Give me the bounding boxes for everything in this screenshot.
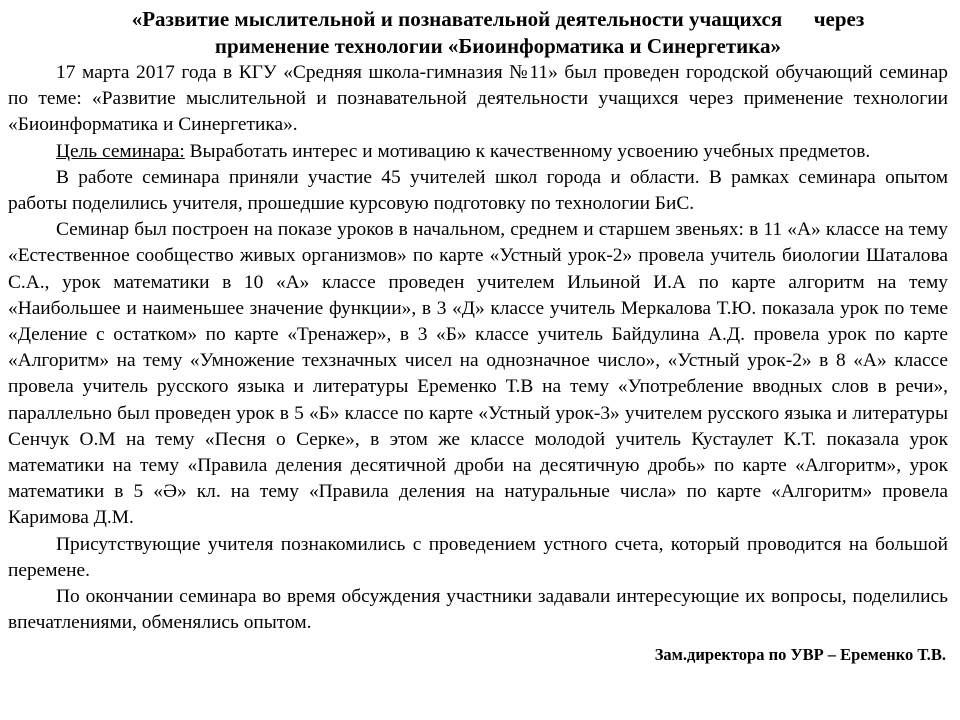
title-line-2: применение технологии «Биоинформатика и Синергетика» — [214, 34, 782, 58]
signature: Зам.директора по УВР – Еременко Т.В. — [654, 645, 946, 665]
document-title — [8, 6, 948, 60]
title-line-1: «Развитие мыслительной и познавательной деятельности учащихся через — [131, 7, 865, 31]
paragraph-intro: 17 марта 2017 года в КГУ «Средняя школа-гимназия №11» был проведен городской обучающий семинар по теме: «Развитие мыслительной и познавательной деятельности учащихся через применение технологии «Биоинформатика и Синергетика». — [8, 62, 948, 136]
goal-label: Цель семинара: — [56, 140, 185, 162]
paragraph-goal — [8, 139, 948, 165]
paragraph-oral-count: Присутствующие учителя познакомились с проведением устного счета, который проводится на большой перемене. — [8, 533, 948, 581]
paragraph-discussion: По окончании семинара во время обсуждения участники задавали интересующие их вопросы, поделились впечатлениями, обменялись опытом. — [8, 586, 948, 634]
goal-text: Выработать интерес и мотивацию к качественному усвоению учебных предметов. — [189, 140, 871, 162]
paragraph-participants: В работе семинара приняли участие 45 учителей школ города и области. В рамках семинара опытом работы поделились учителя, прошедшие курсовую подготовку по технологии БиС. — [8, 166, 948, 215]
paragraph-lessons: Семинар был построен на показе уроков в начальном, среднем и старшем звеньях: в 11 «А» классе на тему «Естественное сообщество живых организмов» по карте «Устный урок-2» провела учитель биологии Шаталова С.А., урок математики в 10 «А» классе проведен учителем Ильиной И.А по карте алгоритм на тему «Наибольшее и наименьшее значение функции», в 3 «Д» классе учитель Меркалова Т.Ю. показала урок по теме «Деление с остатком» по карте «Тренажер», в 3 «Б» классе учитель Байдулина А.Д. провела урок по карте «Алгоритм» на тему «Умножение техзначных чисел на однозначное число», «Устный урок-2» в 8 «А» классе провела учитель русского языка и литературы Еременко Т.В на тему «Употребление вводных слов в речи», параллельно был проведен урок в 5 «Б» классе по карте «Устный урок-3» учителем русского языка и литературы Сенчук О.М на тему «Песня о Серке», в этом же классе молодой учитель Кустаулет К.Т. показала урок математики на тему «Правила деления десятичной дроби на десятичную дробь» по карте «Алгоритм», урок математики в 5 «Ә» кл. на тему «Правила деления на натуральные числа» по карте «Алгоритм» провела Каримова Д.М. — [8, 219, 948, 529]
document-body — [8, 60, 948, 636]
